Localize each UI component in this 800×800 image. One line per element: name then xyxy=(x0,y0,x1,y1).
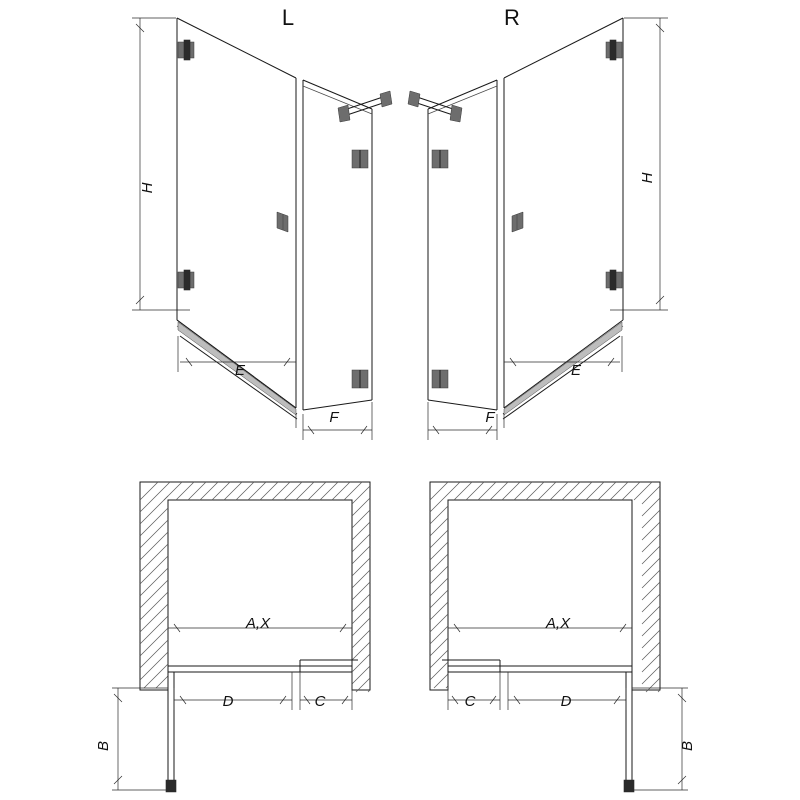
label-opening-left: A,X xyxy=(245,615,271,632)
label-door-swing-left: D xyxy=(222,693,234,710)
variant-label-right: R xyxy=(504,5,520,30)
label-panel-left: C xyxy=(314,693,326,710)
label-panel-width-left: F xyxy=(329,409,339,426)
label-depth-right: B xyxy=(679,740,696,752)
label-panel-width-right: F xyxy=(485,409,495,426)
label-depth-left: B xyxy=(95,740,112,752)
label-height-right: H xyxy=(639,172,656,184)
label-door-width-left: E xyxy=(234,362,246,379)
label-door-swing-right: D xyxy=(560,693,572,710)
label-panel-right: C xyxy=(464,693,476,710)
label-opening-right: A,X xyxy=(545,615,571,632)
label-height-left: H xyxy=(139,182,156,194)
label-door-width-right: E xyxy=(570,362,582,379)
variant-label-left: L xyxy=(281,5,295,30)
